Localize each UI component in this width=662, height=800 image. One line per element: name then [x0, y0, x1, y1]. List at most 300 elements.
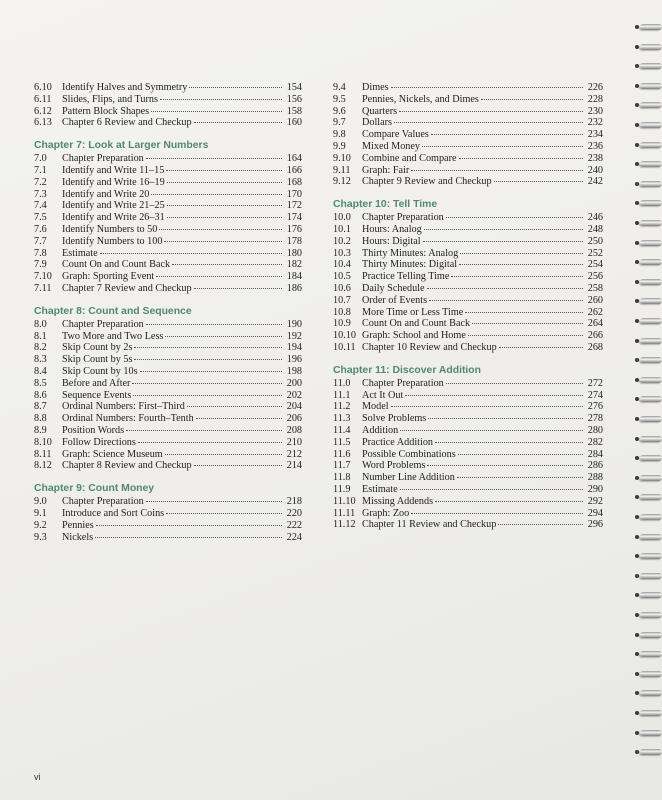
lesson-number: 6.10 — [34, 82, 52, 93]
lesson-number: 10.7 — [333, 294, 351, 306]
dot-leader — [427, 288, 583, 289]
lesson-title: Identify and Write 16–19 — [62, 176, 165, 188]
toc-column-left — [34, 82, 302, 543]
lesson-title: Count On and Count Back — [362, 318, 471, 330]
toc-entry — [333, 153, 603, 165]
dot-leader — [164, 241, 282, 242]
toc-entry — [333, 283, 603, 295]
lesson-title: Estimate — [362, 483, 398, 495]
toc-entry — [34, 212, 302, 224]
lesson-number: 7.11 — [34, 282, 52, 294]
toc-entry — [34, 460, 302, 472]
spiral-coil-icon — [640, 338, 662, 344]
lesson-title: Follow Directions — [62, 436, 136, 448]
lesson-number: 8.0 — [34, 318, 47, 330]
lesson-title: Thirty Minutes: Analog — [362, 247, 459, 259]
dot-leader — [422, 146, 583, 147]
spiral-coil-icon — [640, 357, 662, 363]
lesson-number: 9.9 — [333, 140, 346, 152]
page-number-ref: 230 — [587, 105, 603, 117]
lesson-title: Practice Telling Time — [362, 271, 450, 283]
spiral-coil-icon — [640, 161, 662, 167]
lesson-number: 11.10 — [333, 495, 356, 507]
lesson-title: Word Problems — [362, 460, 426, 472]
lesson-number: 10.11 — [333, 341, 356, 353]
toc-entry — [34, 106, 302, 118]
lesson-title: Dollars — [362, 117, 392, 129]
toc-entry — [34, 259, 302, 271]
chapter-heading: Chapter 7: Look at Larger Numbers — [34, 140, 209, 152]
lesson-number: 11.7 — [333, 460, 351, 472]
lesson-title: Pennies — [62, 519, 94, 531]
spiral-coil-icon — [640, 514, 662, 520]
lesson-number: 9.5 — [333, 93, 346, 105]
toc-section — [34, 82, 302, 129]
dot-leader — [465, 312, 583, 313]
page-number-ref: 226 — [587, 82, 603, 93]
lesson-title: Act It Out — [362, 389, 404, 401]
toc-entry — [333, 519, 603, 531]
toc-entry — [34, 248, 302, 260]
toc-entry — [333, 141, 603, 153]
dot-leader — [160, 99, 282, 100]
toc-entry — [333, 295, 603, 307]
lesson-title: Solve Problems — [362, 413, 427, 425]
dot-leader — [138, 442, 282, 443]
dot-leader — [494, 181, 583, 182]
lesson-number: 8.8 — [34, 413, 47, 425]
dot-leader — [435, 501, 583, 502]
lesson-title: Identify and Write 11–15 — [62, 164, 165, 176]
lesson-number: 9.6 — [333, 105, 346, 117]
dot-leader — [100, 253, 282, 254]
dot-leader — [472, 323, 583, 324]
page-number-ref: 160 — [286, 117, 302, 129]
lesson-title: Graph: Sporting Event — [62, 271, 155, 283]
page-number-ref: 182 — [286, 259, 302, 271]
lesson-number: 11.1 — [333, 389, 351, 401]
toc-entry — [34, 271, 302, 283]
page-number-ref: 258 — [587, 282, 603, 294]
page-number-ref: 252 — [587, 247, 603, 259]
page-number-ref: 282 — [587, 436, 603, 448]
dot-leader — [134, 347, 282, 348]
lesson-number: 9.3 — [34, 531, 47, 543]
page-number-ref: 232 — [587, 117, 603, 129]
toc-section — [333, 365, 603, 531]
page-number-ref: 228 — [587, 93, 603, 105]
lesson-title: Identify Numbers to 50 — [62, 223, 158, 235]
page-number-ref: 194 — [286, 342, 302, 354]
toc-entry — [333, 236, 603, 248]
spiral-coil-icon — [640, 534, 662, 540]
page-number-ref: 176 — [286, 223, 302, 235]
page-number-ref: 262 — [587, 306, 603, 318]
toc-entry — [333, 129, 603, 141]
lesson-title: Chapter Preparation — [62, 496, 144, 508]
dot-leader — [196, 418, 282, 419]
lesson-number: 11.8 — [333, 472, 351, 484]
spiral-coil-icon — [640, 436, 662, 442]
lesson-title: Mixed Money — [362, 140, 421, 152]
page-number-ref: 202 — [286, 389, 302, 401]
lesson-title: Before and After — [62, 377, 131, 389]
lesson-title: Chapter Preparation — [62, 153, 144, 165]
lesson-title: More Time or Less Time — [362, 306, 464, 318]
page-number-ref: 238 — [587, 152, 603, 164]
dot-leader — [399, 111, 583, 112]
lesson-number: 6.12 — [34, 105, 52, 117]
lesson-number: 11.3 — [333, 413, 351, 425]
toc-entry — [34, 200, 302, 212]
toc-entry — [333, 508, 603, 520]
page-number-ref: 256 — [587, 271, 603, 283]
page-number-ref: 276 — [587, 401, 603, 413]
lesson-number: 7.2 — [34, 176, 47, 188]
toc-entry — [34, 319, 302, 331]
lesson-title: Identify Numbers to 100 — [62, 235, 163, 247]
dot-leader — [394, 122, 583, 123]
spiral-coil-icon — [640, 416, 662, 422]
lesson-title: Chapter 11 Review and Checkup — [362, 519, 497, 531]
lesson-number: 8.12 — [34, 460, 52, 472]
page-number-ref: 172 — [286, 200, 302, 212]
dot-leader — [126, 430, 282, 431]
lesson-number: 10.2 — [333, 235, 351, 247]
page-number-ref: 288 — [587, 472, 603, 484]
toc-entry — [34, 520, 302, 532]
dot-leader — [481, 99, 583, 100]
lesson-number: 10.0 — [333, 212, 351, 224]
spiral-coil-icon — [640, 690, 662, 696]
lesson-number: 8.6 — [34, 389, 47, 401]
dot-leader — [194, 288, 282, 289]
dot-leader — [459, 158, 584, 159]
lesson-title: Graph: Fair — [362, 164, 410, 176]
toc-entry — [34, 236, 302, 248]
lesson-number: 6.11 — [34, 93, 52, 105]
lesson-title: Identify and Write 21–25 — [62, 200, 165, 212]
dot-leader — [428, 418, 583, 419]
lesson-title: Two More and Two Less — [62, 330, 164, 342]
toc-entry — [333, 82, 603, 94]
spiral-binding-icon — [634, 24, 662, 774]
page-number-ref: 164 — [286, 153, 302, 165]
lesson-title: Skip Count by 10s — [62, 365, 138, 377]
lesson-number: 8.10 — [34, 436, 52, 448]
toc-entry — [333, 342, 603, 354]
dot-leader — [156, 276, 282, 277]
toc-entry — [333, 425, 603, 437]
lesson-title: Pennies, Nickels, and Dimes — [362, 93, 479, 105]
lesson-number: 11.4 — [333, 424, 351, 436]
lesson-number: 10.6 — [333, 282, 351, 294]
lesson-title: Introduce and Sort Coins — [62, 507, 165, 519]
spiral-coil-icon — [640, 671, 662, 677]
toc-entry — [333, 378, 603, 390]
lesson-title: Thirty Minutes: Digital — [362, 259, 458, 271]
spiral-coil-icon — [640, 592, 662, 598]
page-number-ref: 170 — [286, 188, 302, 200]
lesson-title: Chapter Preparation — [362, 212, 444, 224]
dot-leader — [194, 465, 282, 466]
spiral-coil-icon — [640, 122, 662, 128]
toc-entry — [333, 460, 603, 472]
page-number-ref: 214 — [286, 460, 302, 472]
toc-entry — [333, 390, 603, 402]
spiral-coil-icon — [640, 573, 662, 579]
lesson-number: 11.2 — [333, 401, 351, 413]
lesson-title: Hours: Analog — [362, 223, 422, 235]
dot-leader — [165, 336, 282, 337]
spiral-coil-icon — [640, 710, 662, 716]
page-number-ref: 248 — [587, 223, 603, 235]
dot-leader — [132, 383, 282, 384]
toc-entry — [34, 224, 302, 236]
dot-leader — [451, 276, 583, 277]
lesson-number: 8.3 — [34, 354, 47, 366]
toc-entry — [34, 354, 302, 366]
dot-leader — [460, 253, 583, 254]
lesson-number: 10.3 — [333, 247, 351, 259]
page-number: vi — [34, 772, 41, 782]
lesson-number: 9.7 — [333, 117, 346, 129]
lesson-title: Chapter 8 Review and Checkup — [62, 460, 192, 472]
lesson-number: 7.4 — [34, 200, 47, 212]
lesson-title: Identify Halves and Symmetry — [62, 82, 188, 93]
page-number-ref: 260 — [587, 294, 603, 306]
lesson-number: 7.10 — [34, 271, 52, 283]
lesson-title: Chapter 6 Review and Checkup — [62, 117, 192, 129]
lesson-number: 10.1 — [333, 223, 351, 235]
spiral-coil-icon — [640, 24, 662, 30]
lesson-title: Chapter Preparation — [62, 318, 144, 330]
lesson-number: 10.9 — [333, 318, 351, 330]
toc-entry — [34, 449, 302, 461]
lesson-title: Missing Addends — [362, 495, 434, 507]
spiral-coil-icon — [640, 63, 662, 69]
spiral-coil-icon — [640, 298, 662, 304]
toc-entry — [333, 330, 603, 342]
lesson-title: Sequence Events — [62, 389, 132, 401]
page-number-ref: 280 — [587, 424, 603, 436]
page-number-ref: 158 — [286, 105, 302, 117]
lesson-number: 11.6 — [333, 448, 351, 460]
dot-leader — [499, 347, 583, 348]
spiral-coil-icon — [640, 200, 662, 206]
toc-entry — [333, 212, 603, 224]
toc-entry — [34, 425, 302, 437]
toc-entry — [333, 318, 603, 330]
page-number-ref: 206 — [286, 413, 302, 425]
toc-entry — [333, 496, 603, 508]
dot-leader — [146, 158, 282, 159]
lesson-number: 8.1 — [34, 330, 47, 342]
page-number-ref: 250 — [587, 235, 603, 247]
toc-entry — [34, 532, 302, 544]
lesson-number: 8.4 — [34, 365, 47, 377]
toc-entry — [333, 449, 603, 461]
spiral-coil-icon — [640, 651, 662, 657]
page-number-ref: 180 — [286, 247, 302, 259]
dot-leader — [159, 229, 282, 230]
toc-section — [34, 140, 302, 295]
lesson-number: 7.7 — [34, 235, 47, 247]
spiral-coil-icon — [640, 181, 662, 187]
spiral-coil-icon — [640, 259, 662, 265]
lesson-number: 7.1 — [34, 164, 47, 176]
dot-leader — [165, 454, 282, 455]
dot-leader — [194, 122, 282, 123]
page-number-ref: 234 — [587, 129, 603, 141]
lesson-title: Chapter 7 Review and Checkup — [62, 282, 192, 294]
dot-leader — [96, 525, 282, 526]
page-number-ref: 212 — [286, 448, 302, 460]
page-number-ref: 222 — [286, 519, 302, 531]
dot-leader — [468, 335, 583, 336]
dot-leader — [166, 170, 282, 171]
dot-leader — [189, 87, 282, 88]
toc-entry — [333, 248, 603, 260]
spiral-coil-icon — [640, 377, 662, 383]
toc-entry — [333, 106, 603, 118]
lesson-title: Skip Count by 2s — [62, 342, 133, 354]
spiral-coil-icon — [640, 612, 662, 618]
toc-entry — [34, 496, 302, 508]
lesson-number: 11.5 — [333, 436, 351, 448]
toc-entry — [34, 117, 302, 129]
toc-entry — [333, 437, 603, 449]
lesson-number: 7.8 — [34, 247, 47, 259]
dot-leader — [167, 182, 282, 183]
page-number-ref: 266 — [587, 330, 603, 342]
toc-section — [333, 199, 603, 354]
lesson-number: 9.10 — [333, 152, 351, 164]
toc-entry — [34, 94, 302, 106]
lesson-title: Count On and Count Back — [62, 259, 171, 271]
dot-leader — [400, 430, 583, 431]
page-number-ref: 190 — [286, 318, 302, 330]
toc-entry — [333, 484, 603, 496]
page-number-ref: 198 — [286, 365, 302, 377]
page-number-ref: 264 — [587, 318, 603, 330]
dot-leader — [400, 489, 583, 490]
dot-leader — [151, 111, 282, 112]
toc-entry — [333, 117, 603, 129]
dot-leader — [457, 477, 583, 478]
page-number-ref: 254 — [587, 259, 603, 271]
page-number-ref: 168 — [286, 176, 302, 188]
spiral-coil-icon — [640, 749, 662, 755]
dot-leader — [146, 501, 282, 502]
lesson-number: 7.3 — [34, 188, 47, 200]
toc-entry — [34, 366, 302, 378]
spiral-coil-icon — [640, 44, 662, 50]
page-number-ref: 242 — [587, 176, 603, 188]
toc-column-right — [333, 82, 603, 531]
lesson-title: Combine and Compare — [362, 152, 457, 164]
page-number-ref: 290 — [587, 483, 603, 495]
toc-entry — [333, 176, 603, 188]
lesson-title: Quarters — [362, 105, 398, 117]
toc-entry — [333, 401, 603, 413]
page-number-ref: 236 — [587, 140, 603, 152]
lesson-title: Daily Schedule — [362, 282, 425, 294]
toc-entry — [333, 224, 603, 236]
spiral-coil-icon — [640, 318, 662, 324]
dot-leader — [458, 454, 583, 455]
page-number-ref: 166 — [286, 164, 302, 176]
page-number-ref: 210 — [286, 436, 302, 448]
lesson-number: 9.1 — [34, 507, 47, 519]
page-number-ref: 274 — [587, 389, 603, 401]
page-number-ref: 208 — [286, 424, 302, 436]
lesson-number: 7.6 — [34, 223, 47, 235]
lesson-title: Identify and Write 26–31 — [62, 212, 165, 224]
lesson-title: Nickels — [62, 531, 94, 543]
toc-section — [34, 483, 302, 543]
lesson-number: 9.8 — [333, 129, 346, 141]
page-number-ref: 154 — [286, 82, 302, 93]
lesson-title: Graph: Science Museum — [62, 448, 163, 460]
page-number-ref: 156 — [286, 93, 302, 105]
dot-leader — [429, 300, 583, 301]
lesson-number: 8.9 — [34, 424, 47, 436]
spiral-coil-icon — [640, 240, 662, 246]
toc-entry — [333, 165, 603, 177]
toc-entry — [34, 82, 302, 94]
lesson-number: 10.8 — [333, 306, 351, 318]
toc-section — [333, 82, 603, 188]
page-number-ref: 268 — [587, 341, 603, 353]
toc-entry — [333, 307, 603, 319]
lesson-title: Chapter 9 Review and Checkup — [362, 176, 492, 188]
spiral-coil-icon — [640, 455, 662, 461]
lesson-number: 7.5 — [34, 212, 47, 224]
lesson-number: 10.5 — [333, 271, 351, 283]
lesson-number: 7.0 — [34, 153, 47, 165]
lesson-number: 11.12 — [333, 519, 356, 531]
page-number-ref: 240 — [587, 164, 603, 176]
dot-leader — [134, 359, 282, 360]
toc-entry — [34, 401, 302, 413]
spiral-coil-icon — [640, 279, 662, 285]
page-number-ref: 278 — [587, 413, 603, 425]
toc-entry — [333, 271, 603, 283]
lesson-title: Model — [362, 401, 389, 413]
page-number-ref: 294 — [587, 507, 603, 519]
dot-leader — [498, 524, 583, 525]
dot-leader — [391, 87, 583, 88]
lesson-title: Chapter Preparation — [362, 377, 444, 389]
lesson-title: Chapter 10 Review and Checkup — [362, 341, 497, 353]
toc-entry — [333, 259, 603, 271]
toc-entry — [34, 165, 302, 177]
lesson-number: 8.11 — [34, 448, 52, 460]
toc-entry — [34, 378, 302, 390]
lesson-number: 6.13 — [34, 117, 52, 129]
lesson-number: 11.11 — [333, 507, 356, 519]
page-number-ref: 184 — [286, 271, 302, 283]
page-number-ref: 224 — [286, 531, 302, 543]
lesson-number: 9.2 — [34, 519, 47, 531]
page-number-ref: 192 — [286, 330, 302, 342]
lesson-number: 9.4 — [333, 82, 346, 93]
page-number-ref: 296 — [587, 519, 603, 531]
dot-leader — [446, 217, 583, 218]
dot-leader — [411, 513, 583, 514]
toc-entry — [34, 331, 302, 343]
